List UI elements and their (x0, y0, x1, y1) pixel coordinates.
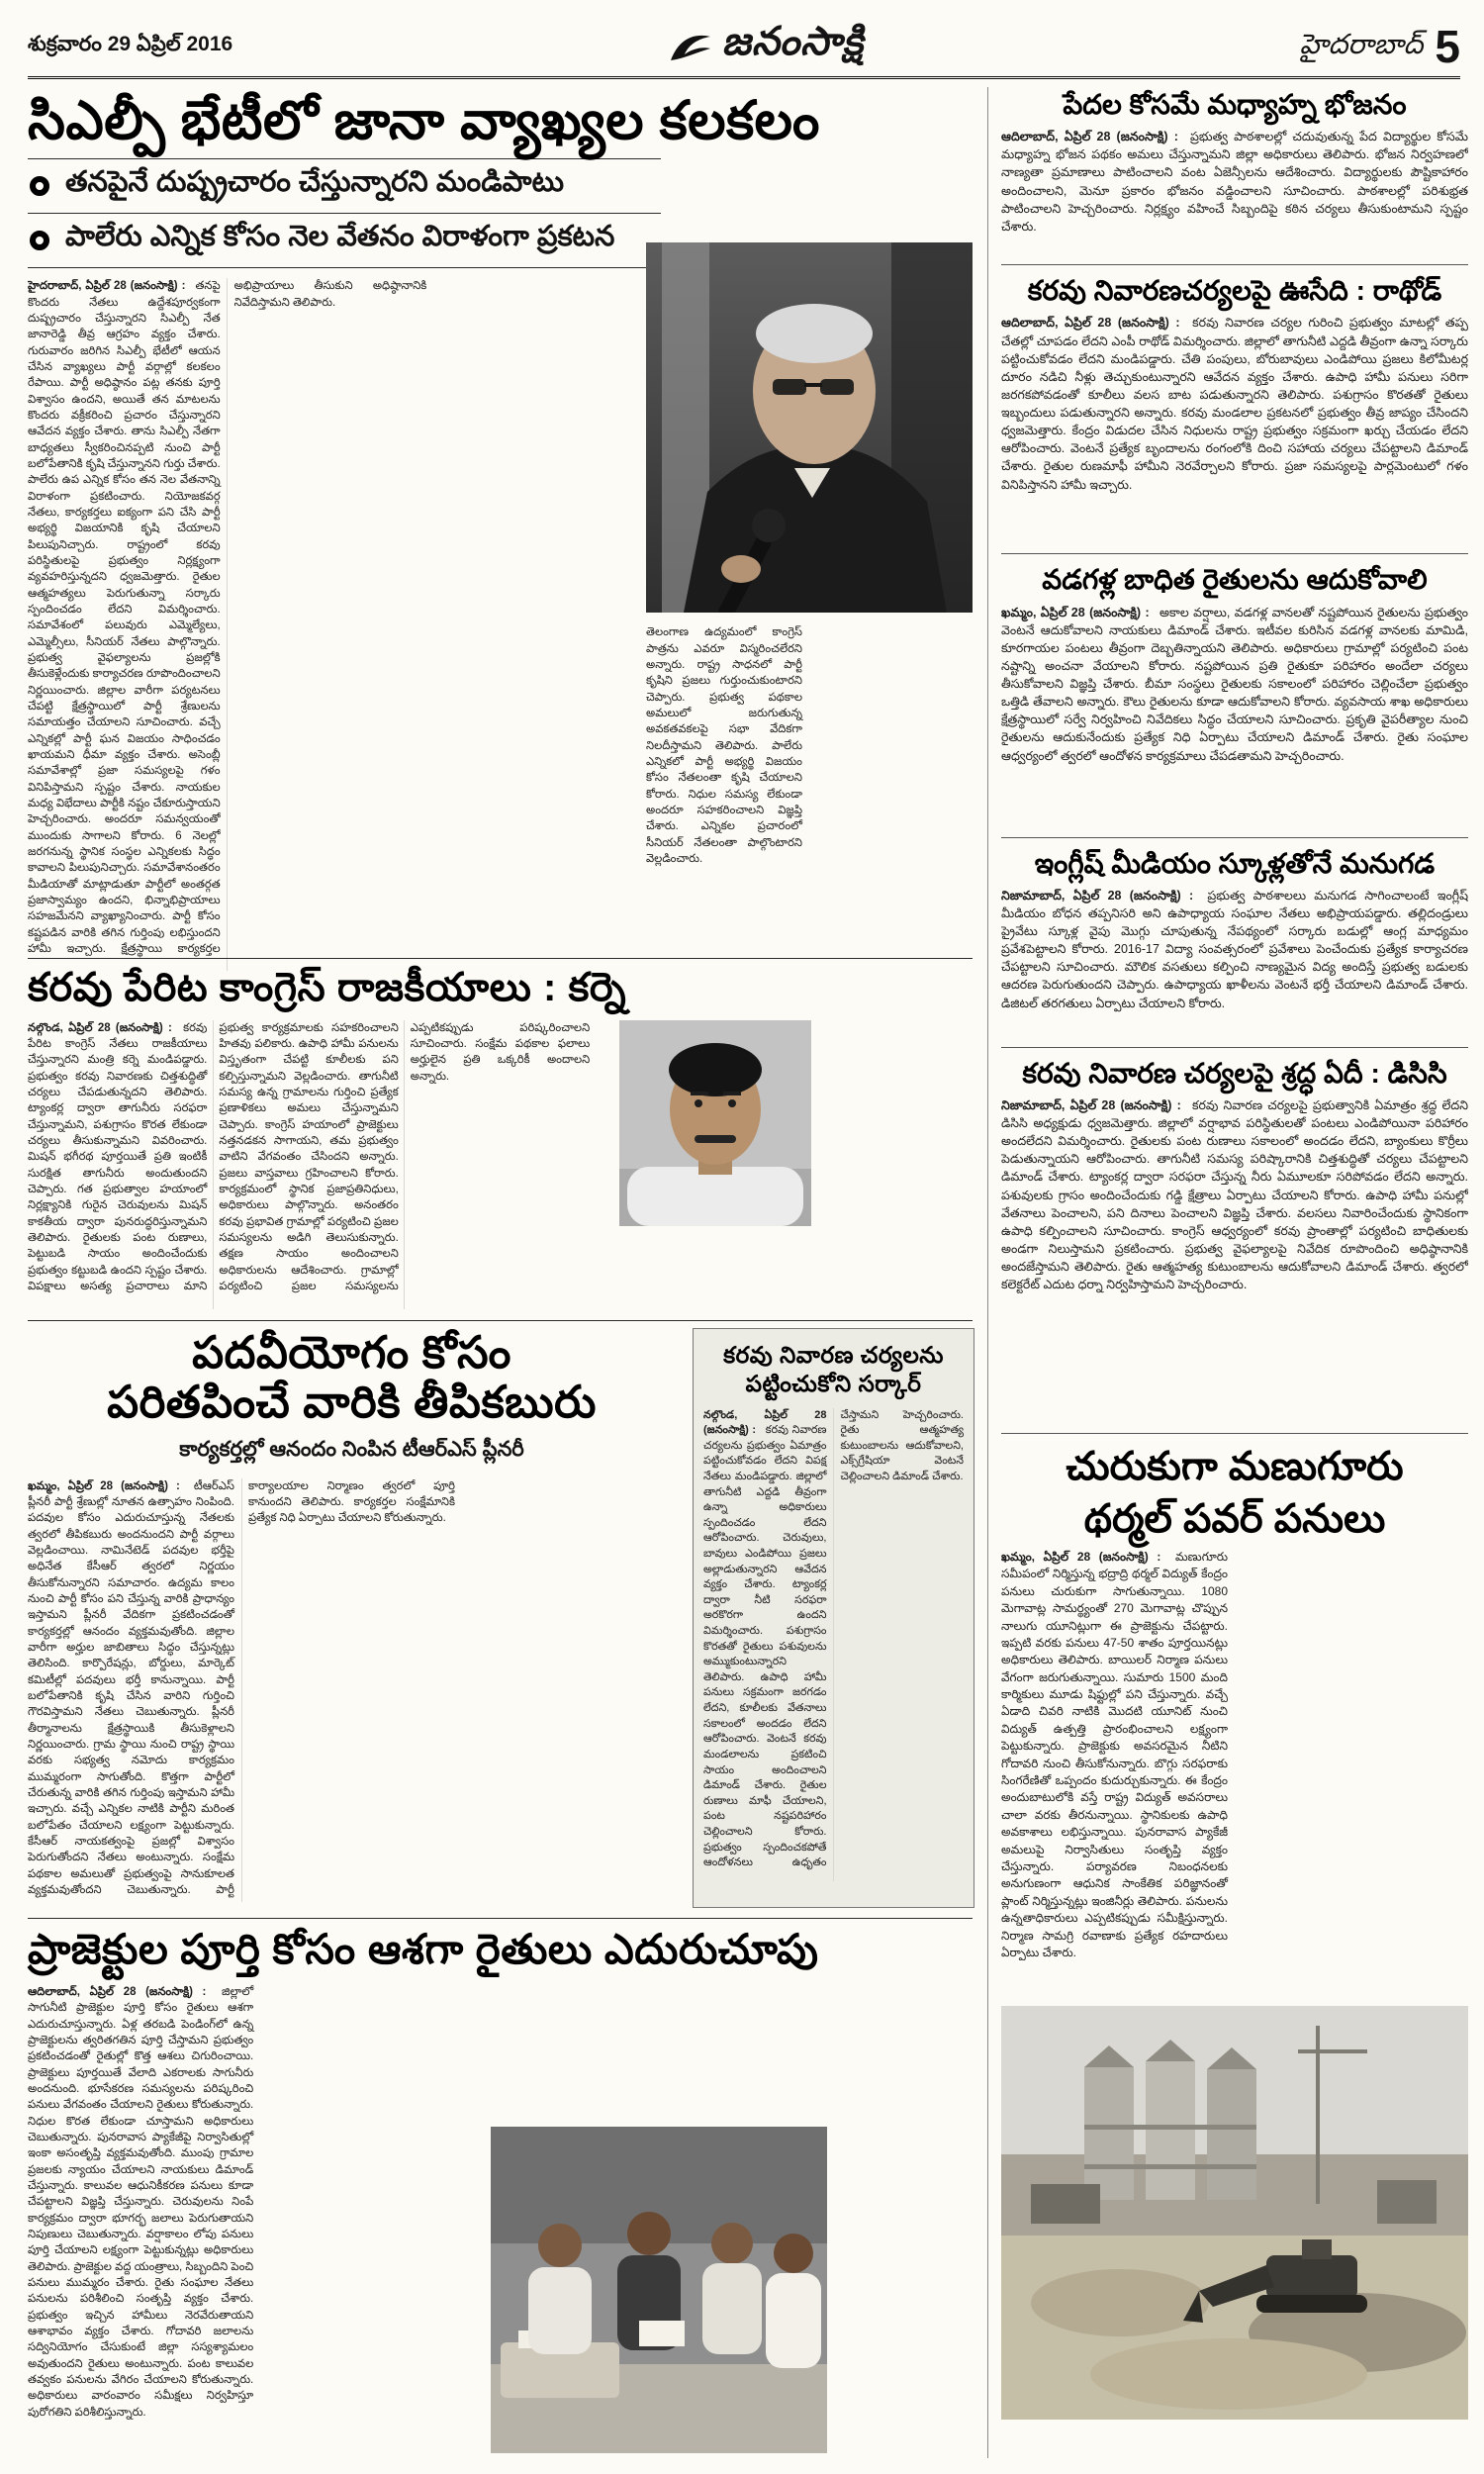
rail-headline: కరవు నివారణ చర్యలపై శ్రద్ధ ఏదీ : డిసిసి (1022, 1057, 1447, 1089)
plenary-subhead: కార్యకర్తల్లో ఆనందం నింపిన టీఆర్ఎస్ ప్లీనరీ (179, 1437, 524, 1461)
rail-dateline: ఆదిలాబాద్, ఏప్రిల్ 28 (జనంసాక్షి) : (1001, 316, 1180, 331)
rail-body (1001, 128, 1468, 254)
karne-photo (613, 1020, 817, 1232)
lead-subhead-1-text: తనపైనే దుష్ప్రచారం చేస్తున్నారని మండిపాటు (65, 166, 565, 199)
projects-headline: ప్రాజెక్టుల పూర్తి కోసం ఆశగా రైతులు ఎదురుచూపు (28, 1926, 819, 1972)
karne-headline: కరవు పేరిట కాంగ్రెస్ రాజకీయాలు : కర్నె (28, 966, 627, 1009)
karne-dateline: నల్గొండ, ఏప్రిల్ 28 (జనంసాక్షి) : (28, 1021, 172, 1034)
article-projects (28, 1926, 973, 2455)
rail-article-english-medium (1001, 848, 1468, 1048)
rail-article-dcc (1001, 1058, 1468, 1434)
rail-body-text: అకాల వర్షాలు, వడగళ్ల వానలతో నష్టపోయిన రైతులను ప్రభుత్వం వెంటనే ఆదుకోవాలని నాయకులు డిమాండ్ చేశారు. ఇటీవల కురిసిన వడగళ్ల వానలకు మామిడి, కూరగాయల పంటలు తీవ్రంగా దెబ్బతిన్నాయని తెలిపారు. అధికారులు గ్రామాల్లో పర్యటించి పంట నష్టాన్ని అంచనా వేయాలని కోరారు. నష్టపోయిన ప్రతి రైతుకూ పరిహారం అందేలా చర్యలు తీసుకోవాలని విజ్ఞప్తి చేశారు. బీమా సంస్థలు రైతులకు సకాలంలో పరిహారం చెల్లించేలా ప్రభుత్వం ఒత్తిడి తేవాలని అన్నారు. కౌలు రైతులను కూడా ఆదుకోవాలని కోరారు. వ్యవసాయ శాఖ అధికారులు క్షేత్రస్థాయిలో సర్వే నిర్వహించి నివేదికలు సిద్ధం చేయాలని సూచించారు. ప్రకృతి వైపరీత్యాల నుంచి రైతులను ఆదుకునేందుకు ప్రత్యేక నిధి ఏర్పాటు చేయాలని డిమాండ్ చేశారు. రైతు సంఘాల ఆధ్వర్యంలో త్వరలో ఆందోళన కార్యక్రమాలు చేపడతామని హెచ్చరించారు. (1001, 605, 1468, 763)
lead-dateline: హైదరాబాద్, ఏప్రిల్ 28 (జనంసాక్షి) : (28, 280, 186, 293)
rail-article-rathod (1001, 275, 1468, 554)
lead-body-right (646, 624, 973, 971)
rail-headline: కరవు నివారణచర్యలపై ఊసేది : రాథోడ్ (1027, 275, 1442, 307)
article-plenary (28, 1328, 676, 1902)
masthead-logo-icon (669, 31, 712, 64)
lead-subhead-2 (28, 214, 661, 268)
boxed-headline: కరవు నివారణ చర్యలను పట్టించుకోని సర్కార్ (723, 1342, 944, 1396)
lead-headline: సిఎల్పీ భేటీలో జానా వ్యాఖ్యల కలకలం (28, 91, 820, 150)
lead-body (28, 278, 973, 971)
karne-body-text (28, 1020, 973, 1309)
boxed-body (703, 1408, 964, 1881)
karne-body-text-span: కరవు పేరిట కాంగ్రెస్ నేతలు రాజకీయాలు చేస్తున్నారని మంత్రి కర్నె మండిపడ్డారు. ప్రభుత్వం కరవు నివారణకు చిత్తశుద్ధితో చర్యలు చేపడుతున్నదని తెలిపారు. ట్యాంకర్ల ద్వారా తాగునీరు సరఫరా చేస్తున్నామని, పశుగ్రాసం కొరత లేకుండా చర్యలు తీసుకున్నామని వివరించారు. మిషన్ భగీరథ పూర్తయితే ప్రతి ఇంటికీ సురక్షిత తాగునీరు అందుతుందని చెప్పారు. గత ప్రభుత్వాల హయాంలో నిర్లక్ష్యానికి గురైన చెరువులను మిషన్ కాకతీయ ద్వారా పునరుద్ధరిస్తున్నామని తెలిపారు. రైతులకు పంట రుణాలు, పెట్టుబడి సాయం అందించేందుకు ప్రభుత్వం కట్టుబడి ఉందని స్పష్టం చేశారు. విపక్షాలు అసత్య ప్రచారాలు మాని ప్రభుత్వ కార్యక్రమాలకు సహకరించాలని హితవు పలికారు. ఉపాధి హామీ పనులను విస్తృతంగా చేపట్టి కూలీలకు పని కల్పిస్తున్నామని వెల్లడించారు. తాగునీటి సమస్య ఉన్న గ్రామాలను గుర్తించి ప్రత్యేక ప్రణాళికలు అమలు చేస్తున్నామని చెప్పారు. కాంగ్రెస్ హయాంలో ప్రాజెక్టులు నత్తనడకన సాగాయని, తమ ప్రభుత్వం వాటిని వేగవంతం చేసిందని అన్నారు. ప్రజలు వాస్తవాలు గ్రహించాలని కోరారు. కార్యక్రమంలో స్థానిక ప్రజాప్రతినిధులు, అధికారులు పాల్గొన్నారు. అనంతరం కరవు ప్రభావిత గ్రామాల్లో పర్యటించి ప్రజల సమస్యలను అడిగి తెలుసుకున్నారు. తక్షణ సాయం అందించాలని అధికారులను ఆదేశించారు. గ్రామాల్లో పర్యటించి ప్రజల సమస్యలను ఎప్పటికప్పుడు పరిష్కరించాలని సూచించారు. సంక్షేమ పథకాల ఫలాలు అర్హులైన ప్రతి ఒక్కరికీ అందాలని అన్నారు. (28, 1021, 591, 1293)
rail-headline-line1: చురుకుగా మణుగూరు (1066, 1444, 1404, 1488)
projects-photo (485, 2121, 833, 2459)
projects-body-text-span: జిల్లాలో సాగునీటి ప్రాజెక్టుల పూర్తి కోసం రైతులు ఆశగా ఎదురుచూస్తున్నారు. ఏళ్ల తరబడి పెండింగ్‌లో ఉన్న ప్రాజెక్టులను త్వరితగతిన పూర్తి చేస్తామని ప్రభుత్వం ప్రకటించడంతో రైతుల్లో కొత్త ఆశలు చిగురించాయి. ప్రాజెక్టులు పూర్తయితే వేలాది ఎకరాలకు సాగునీరు అందనుంది. భూసేకరణ సమస్యలను పరిష్కరించి పనులు వేగవంతం చేయాలని రైతులు కోరుతున్నారు. నిధుల కొరత లేకుండా చూస్తామని అధికారులు చెబుతున్నారు. పునరావాస ప్యాకేజీపై నిర్వాసితుల్లో ఇంకా అసంతృప్తి వ్యక్తమవుతోంది. ముంపు గ్రామాల ప్రజలకు న్యాయం చేయాలని నాయకులు డిమాండ్ చేస్తున్నారు. కాలువల ఆధునికీకరణ పనులు కూడా చేపట్టాలని విజ్ఞప్తి చేస్తున్నారు. చెరువులను నింపే కార్యక్రమం ద్వారా భూగర్భ జలాలు పెరుగుతాయని నిపుణులు చెబుతున్నారు. వర్షాకాలం లోపు పనులు పూర్తి చేయాలని లక్ష్యంగా పెట్టుకున్నట్లు అధికారులు తెలిపారు. ప్రాజెక్టుల వద్ద యంత్రాలు, సిబ్బందిని పెంచి పనులు ముమ్మరం చేశారు. రైతు సంఘాల నేతలు పనులను పరిశీలించి సంతృప్తి వ్యక్తం చేశారు. ప్రభుత్వం ఇచ్చిన హామీలు నెరవేరుతాయని ఆశాభావం వ్యక్తం చేశారు. గోదావరి జలాలను సద్వినియోగం చేసుకుంటే జిల్లా సస్యశ్యామలం అవుతుందని రైతులు అంటున్నారు. పంట కాలువల తవ్వకం పనులను వేగిరం చేయాలని కోరుతున్నారు. అధికారులు వారంవారం సమీక్షలు నిర్వహిస్తూ పురోగతిని పరిశీలిస్తున్నారు. (28, 1986, 254, 2419)
boxed-body-text: కరవు నివారణ చర్యలను ప్రభుత్వం ఏమాత్రం పట్టించుకోవడం లేదని విపక్ష నేతలు మండిపడ్డారు. జిల్లాలో తాగునీటి ఎద్దడి తీవ్రంగా ఉన్నా అధికారులు స్పందించడం లేదని ఆరోపించారు. చెరువులు, బావులు ఎండిపోయి ప్రజలు అల్లాడుతున్నారని ఆవేదన వ్యక్తం చేశారు. ట్యాంకర్ల ద్వారా నీటి సరఫరా అరకొరగా ఉందని విమర్శించారు. పశుగ్రాసం కొరతతో రైతులు పశువులను అమ్ముకుంటున్నారని తెలిపారు. ఉపాధి హామీ పనులు సక్రమంగా జరగడం లేదని, కూలీలకు వేతనాలు సకాలంలో అందడం లేదని ఆరోపించారు. వెంటనే కరవు మండలాలను ప్రకటించి సాయం అందించాలని డిమాండ్ చేశారు. రైతుల రుణాలు మాఫీ చేయాలని, పంట నష్టపరిహారం చెల్లించాలని కోరారు. ప్రభుత్వం స్పందించకపోతే ఆందోళనలు ఉధృతం చేస్తామని హెచ్చరించారు. రైతు ఆత్మహత్య కుటుంబాలను ఆదుకోవాలని, ఎక్స్‌గ్రేషియా వెంటనే చెల్లించాలని డిమాండ్ చేశారు. (703, 1408, 964, 1869)
projects-body (28, 1984, 973, 2455)
plenary-body-text: టీఆర్ఎస్ ప్లీనరీ పార్టీ శ్రేణుల్లో నూతన ఉత్సాహం నింపింది. పదవుల కోసం ఎదురుచూస్తున్న నేతలకు త్వరలో తీపికబురు అందనుందని పార్టీ వర్గాలు వెల్లడించాయి. నామినేటెడ్ పదవుల భర్తీపై అధినేత కేసీఆర్ త్వరలో నిర్ణయం తీసుకోనున్నారని సమాచారం. ఉద్యమ కాలం నుంచి పార్టీ కోసం పని చేస్తున్న వారికి ప్రాధాన్యం ఇస్తామని ప్లీనరీ వేదికగా ప్రకటించడంతో కార్యకర్తల్లో ఆనందం వ్యక్తమవుతోంది. జిల్లాల వారీగా అర్హుల జాబితాలు సిద్ధం చేస్తున్నట్లు తెలిసింది. కార్పొరేషన్లు, బోర్డులు, మార్కెట్ కమిటీల్లో పదవులు భర్తీ కానున్నాయి. పార్టీ బలోపేతానికి కృషి చేసిన వారిని గుర్తించి గౌరవిస్తామని నేతలు చెబుతున్నారు. ప్లీనరీ తీర్మానాలను క్షేత్రస్థాయికి తీసుకెళ్లాలని నిర్ణయించారు. గ్రామ స్థాయి నుంచి రాష్ట్ర స్థాయి వరకు సభ్యత్వ నమోదు కార్యక్రమం ముమ్మరంగా సాగుతోంది. కొత్తగా పార్టీలో చేరుతున్న వారికి తగిన గుర్తింపు ఇస్తామని హామీ ఇచ్చారు. వచ్చే ఎన్నికల నాటికి పార్టీని మరింత బలోపేతం చేయాలని లక్ష్యంగా పెట్టుకున్నారు. కేసీఆర్ నాయకత్వంపై ప్రజల్లో విశ్వాసం పెరుగుతోందని నేతలు అంటున్నారు. సంక్షేమ పథకాల అమలుతో ప్రభుత్వంపై సానుకూలత వ్యక్తమవుతోందని చెబుతున్నారు. పార్టీ కార్యాలయాల నిర్మాణం త్వరలో పూర్తి కానుందని తెలిపారు. కార్యకర్తల సంక్షేమానికి ప్రత్యేక నిధి ఏర్పాటు చేయాలని కోరుతున్నారు. (28, 1479, 455, 1896)
rail-body-text: కరవు నివారణ చర్యలపై ప్రభుత్వానికి ఏమాత్రం శ్రద్ధ లేదని డిసిసి అధ్యక్షుడు ధ్వజమెత్తారు. జిల్లాలో వర్షాభావ పరిస్థితులతో పంటలు ఎండిపోయినా పరిహారం అందలేదని విమర్శించారు. రైతులకు పంట రుణాలు సకాలంలో అందడం లేదని, బ్యాంకులు కొర్రీలు పెడుతున్నాయని ఆరోపించారు. తాగునీటి సమస్య పరిష్కారానికి చిత్తశుద్ధితో చర్యలు చేపట్టాలని డిమాండ్ చేశారు. ట్యాంకర్ల ద్వారా సరఫరా చేస్తున్న నీరు ఏమూలకూ సరిపోవడం లేదని అన్నారు. పశువులకు గ్రాసం అందించేందుకు గడ్డి క్షేత్రాలు ఏర్పాటు చేయాలని కోరారు. ఉపాధి హామీ పనుల్లో వేతనాలు పెంచాలని, పని దినాలు పెంచాలని విజ్ఞప్తి చేశారు. వలసలు నివారించేందుకు స్థానికంగా ఉపాధి కల్పించాలని సూచించారు. కాంగ్రెస్ ఆధ్వర్యంలో కరవు ప్రాంతాల్లో పర్యటించి బాధితులకు అండగా నిలుస్తామని ప్రకటించారు. ప్రభుత్వ వైఫల్యాలపై నివేదిక రూపొందించి అధిష్ఠానానికి అందజేస్తామని తెలిపారు. రైతు ఆత్మహత్య కుటుంబాలను ఆదుకోవాలని డిమాండ్ చేశారు. త్వరలో కలెక్టరేట్ ఎదుట ధర్నా నిర్వహిస్తామని హెచ్చరించారు. (1001, 1097, 1468, 1292)
ring-bullet-icon (30, 231, 49, 250)
rail-body (1001, 314, 1468, 543)
rail-body (1001, 1096, 1468, 1423)
article-lead (28, 91, 973, 971)
masthead (669, 20, 865, 74)
rail-headline: పేదల కోసమే మధ్యాహ్న భోజనం (1063, 89, 1407, 120)
rail-dateline: ఆదిలాబాద్, ఏప్రిల్ 28 (జనంసాక్షి) : (1001, 130, 1178, 144)
lead-subhead-1 (28, 158, 661, 214)
boxed-dateline: నల్గొండ, ఏప్రిల్ 28 (జనంసాక్షి) : (703, 1408, 827, 1437)
rail-dateline: ఖమ్మం, ఏప్రిల్ 28 (జనంసాక్షి) : (1001, 1549, 1161, 1564)
thermal-plant-photo (1001, 2006, 1468, 2420)
article-boxed (693, 1328, 974, 1908)
plenary-dateline: ఖమ్మం, ఏప్రిల్ 28 (జనంసాక్షి) : (28, 1479, 180, 1492)
section-divider (28, 1918, 973, 1919)
right-rail (1001, 89, 1468, 2439)
projects-dateline: ఆదిలాబాద్, ఏప్రిల్ 28 (జనంసాక్షి) : (28, 1986, 207, 1999)
rail-body (1001, 887, 1468, 1037)
rail-article-hailstorm (1001, 564, 1468, 837)
masthead-title: జనంసాక్షి (721, 20, 865, 63)
lead-body-right-text: తెలంగాణ ఉద్యమంలో కాంగ్రెస్ పాత్రను ఎవరూ విస్మరించలేరని అన్నారు. రాష్ట్ర సాధనలో పార్టీ కృషిని ప్రజలు గుర్తుంచుకుంటారని చెప్పారు. ప్రభుత్వ పథకాల అమలులో జరుగుతున్న అవకతవకలపై సభా వేదికగా నిలదీస్తామని తెలిపారు. పాలేరు ఎన్నికలో పార్టీ అభ్యర్థి విజయం కోసం నేతలంతా కృషి చేయాలని కోరారు. నిధుల సమస్య లేకుండా అందరూ సహకరించాలని విజ్ఞప్తి చేశారు. ఎన్నికల ప్రచారంలో సీనియర్ నేతలంతా పాల్గొంటారని వెల్లడించారు. (646, 626, 802, 866)
ring-bullet-icon (30, 176, 49, 196)
karne-body (28, 1020, 973, 1309)
page-number: 5 (1435, 20, 1460, 72)
rail-body-text: మణుగూరు సమీపంలో నిర్మిస్తున్న భద్రాద్రి థర్మల్ విద్యుత్ కేంద్రం పనులు చురుకుగా సాగుతున్నాయి. 1080 మెగావాట్ల సామర్థ్యంతో 270 మెగావాట్ల చొప్పున నాలుగు యూనిట్లుగా ఈ ప్రాజెక్టును చేపట్టారు. ఇప్పటి వరకు పనులు 47-50 శాతం పూర్తయినట్లు అధికారులు తెలిపారు. బాయిలర్ నిర్మాణ పనులు వేగంగా జరుగుతున్నాయి. సుమారు 1500 మంది కార్మికులు మూడు షిఫ్టుల్లో పని చేస్తున్నారు. వచ్చే ఏడాది చివరి నాటికి మొదటి యూనిట్ నుంచి విద్యుత్ ఉత్పత్తి ప్రారంభించాలని లక్ష్యంగా పెట్టుకున్నారు. ప్రాజెక్టుకు అవసరమైన నీటిని గోదావరి నుంచి తీసుకోనున్నారు. బొగ్గు సరఫరాకు సింగరేణితో ఒప్పందం కుదుర్చుకున్నారు. ఈ కేంద్రం అందుబాటులోకి వస్తే రాష్ట్ర విద్యుత్ అవసరాలు చాలా వరకు తీరనున్నాయి. స్థానికులకు ఉపాధి అవకాశాలు లభిస్తున్నాయి. పునరావాస ప్యాకేజీ అమలుపై నిర్వాసితులు సంతృప్తి వ్యక్తం చేస్తున్నారు. పర్యావరణ నిబంధనలకు అనుగుణంగా ఆధునిక సాంకేతిక పరిజ్ఞానంతో ప్లాంట్ నిర్మిస్తున్నట్లు ఇంజినీర్లు తెలిపారు. పనులను ఉన్నతాధికారులు ఎప్పటికప్పుడు సమీక్షిస్తున్నారు. నిర్మాణ సామగ్రి రవాణాకు ప్రత్యేక రహదారులు ఏర్పాటు చేశారు. (1001, 1549, 1228, 1959)
lead-subhead-2-text: పాలేరు ఎన్నిక కోసం నెల వేతనం విరాళంగా ప్రకటన (65, 221, 615, 253)
section-divider (28, 1320, 973, 1321)
rail-article-thermal (1001, 1444, 1468, 2429)
section-divider (28, 958, 973, 959)
article-karne (28, 966, 973, 1309)
rail-body (1001, 1549, 1468, 1996)
edition-info (1299, 20, 1460, 72)
edition-date: శుక్రవారం 29 ఏప్రిల్ 2016 (28, 33, 233, 55)
rail-headline-line2: థర్మల్ పవర్ పనులు (1083, 1496, 1386, 1541)
rail-body-text: ప్రభుత్వ పాఠశాలలు మనుగడ సాగించాలంటే ఇంగ్లీష్ మీడియం బోధన తప్పనిసరి అని ఉపాధ్యాయ సంఘాల నేతలు అభిప్రాయపడ్డారు. తల్లిదండ్రులు ప్రైవేటు స్కూళ్ల వైపు మొగ్గు చూపుతున్న నేపథ్యంలో సర్కారు బడుల్లో ఆంగ్ల మాధ్యమం ప్రవేశపెట్టాలని కోరారు. 2016-17 విద్యా సంవత్సరంలో ప్రవేశాలు పెంచేందుకు ప్రత్యేక కార్యాచరణ చేపట్టాలని సూచించారు. మౌలిక వసతులు కల్పించి నాణ్యమైన విద్య అందిస్తే ప్రభుత్వ బడులకు ఆదరణ పెరుగుతుందని చెప్పారు. ఉపాధ్యాయ ఖాళీలను వెంటనే భర్తీ చేయాలని డిమాండ్ చేశారు. డిజిటల్ తరగతులు ఏర్పాటు చేయాలని కోరారు. (1001, 888, 1468, 1010)
plenary-headline-line2: పరితపించే వారికి తీపికబురు (107, 1377, 597, 1428)
lead-body-left-text: తనపై కొందరు నేతలు ఉద్దేశపూర్వకంగా దుష్ప్రచారం చేస్తున్నారని సిఎల్పీ నేత జానారెడ్డి తీవ్ర ఆగ్రహం వ్యక్తం చేశారు. గురువారం జరిగిన సిఎల్పీ భేటీలో ఆయన చేసిన వ్యాఖ్యలు పార్టీ వర్గాల్లో కలకలం రేపాయి. పార్టీ అధిష్ఠానం పట్ల తనకు పూర్తి విశ్వాసం ఉందని, అయితే తన మాటలను కొందరు వక్రీకరించి ప్రచారం చేస్తున్నారని ఆవేదన వ్యక్తం చేశారు. తాను సిఎల్పీ నేతగా బాధ్యతలు స్వీకరించినప్పటి నుంచి పార్టీ బలోపేతానికి కృషి చేస్తున్నానని గుర్తు చేశారు. పాలేరు ఉప ఎన్నిక కోసం తన నెల వేతనాన్ని విరాళంగా ప్రకటించారు. నియోజకవర్గ నేతలు, కార్యకర్తలు ఐక్యంగా పని చేసి పార్టీ అభ్యర్థి విజయానికి కృషి చేయాలని పిలుపునిచ్చారు. రాష్ట్రంలో కరవు పరిస్థితులపై ప్రభుత్వం నిర్లక్ష్యంగా వ్యవహరిస్తున్నదని ధ్వజమెత్తారు. రైతుల ఆత్మహత్యలు పెరుగుతున్నా సర్కారు స్పందించడం లేదని విమర్శించారు. సమావేశంలో పలువురు ఎమ్మెల్యేలు, ఎమ్మెల్సీలు, సీనియర్ నేతలు పాల్గొన్నారు. ప్రభుత్వ వైఫల్యాలను ప్రజల్లోకి తీసుకెళ్లేందుకు కార్యాచరణ రూపొందించాలని నిర్ణయించారు. జిల్లాల వారీగా పర్యటనలు చేపట్టి క్షేత్రస్థాయిలో పార్టీ శ్రేణులను సమాయత్తం చేయాలని సూచించారు. వచ్చే ఎన్నికల్లో పార్టీ ఘన విజయం సాధించడం ఖాయమని ధీమా వ్యక్తం చేశారు. అసెంబ్లీ సమావేశాల్లో ప్రజా సమస్యలపై గళం వినిపిస్తామని స్పష్టం చేశారు. నాయకుల మధ్య విభేదాలు పార్టీకి నష్టం చేకూరుస్తాయని హెచ్చరించారు. అందరూ సమన్వయంతో ముందుకు సాగాలని కోరారు. 6 నెలల్లో జరగనున్న స్థానిక సంస్థల ఎన్నికలకు సిద్ధం కావాలని పిలుపునిచ్చారు. సమావేశానంతరం మీడియాతో మాట్లాడుతూ పార్టీలో అంతర్గత ప్రజాస్వామ్యం ఉందని, భిన్నాభిప్రాయాలు సహజమేనని వ్యాఖ్యానించారు. పార్టీ కోసం కష్టపడిన వారికి తగిన గుర్తింపు లభిస్తుందని హామీ ఇచ్చారు. క్షేత్రస్థాయి కార్యకర్తల అభిప్రాయాలు తీసుకుని అధిష్ఠానానికి నివేదిస్తామని తెలిపారు. (28, 280, 427, 955)
plenary-headline-line1: పదవీయోగం కోసం (192, 1327, 511, 1378)
page-header (28, 20, 1460, 79)
rail-body-text: ప్రభుత్వ పాఠశాలల్లో చదువుతున్న పేద విద్యార్థుల కోసమే మధ్యాహ్న భోజన పథకం అమలు చేస్తున్నామని జిల్లా అధికారులు తెలిపారు. భోజన నిర్వహణలో నాణ్యతా ప్రమాణాలు పాటించాలని వంట ఏజెన్సీలను ఆదేశించారు. విద్యార్థులకు పౌష్టికాహారం అందించాలని, మెనూ ప్రకారం భోజనం వడ్డించాలని సూచించారు. పాఠశాలల్లో పరిశుభ్రత పాటించాలని హెచ్చరించారు. నిర్లక్ష్యం వహించే సిబ్బందిపై కఠిన చర్యలు తీసుకుంటామని స్పష్టం చేశారు. (1001, 130, 1468, 234)
edition-city: హైదరాబాద్ (1299, 30, 1424, 61)
lead-photo (646, 242, 973, 613)
rail-headline: వడగళ్ల బాధిత రైతులను ఆదుకోవాలి (1042, 564, 1428, 596)
rail-dateline: నిజామాబాద్, ఏప్రిల్ 28 (జనంసాక్షి) : (1001, 1097, 1181, 1112)
main-rail-divider (987, 87, 988, 2458)
rail-body-text: కరవు నివారణ చర్యల గురించి ప్రభుత్వం మాటల్లో తప్ప చేతల్లో చూపడం లేదని ఎంపీ రాథోడ్ విమర్శించారు. జిల్లాలో తాగునీటి ఎద్దడి తీవ్రంగా ఉన్నా సర్కారు పట్టించుకోవడం లేదని మండిపడ్డారు. చేతి పంపులు, బోరుబావులు ఎండిపోయి ప్రజలు కిలోమీటర్ల దూరం నడిచి నీళ్లు తెచ్చుకుంటున్నారని ఆవేదన వ్యక్తం చేశారు. ఉపాధి హామీ పనులు సరిగా జరగకపోవడంతో కూలీలు వలస బాట పడుతున్నారని తెలిపారు. పశుగ్రాసం కొరతతో రైతులు ఇబ్బందులు పడుతున్నారని అన్నారు. కరవు మండలాల ప్రకటనలో ప్రభుత్వం తీవ్ర జాప్యం చేసిందని ధ్వజమెత్తారు. కేంద్రం విడుదల చేసిన నిధులను రాష్ట్ర ప్రభుత్వం సక్రమంగా ఖర్చు చేయడం లేదని ఆరోపించారు. వెంటనే ప్రత్యేక బృందాలను రంగంలోకి దించి సహాయ చర్యలు చేపట్టాలని డిమాండ్ చేశారు. రైతుల రుణమాఫీ హామీని నెరవేర్చాలని కోరారు. ప్రజా సమస్యలపై పార్లమెంటులో గళం వినిపిస్తానని హామీ ఇచ్చారు. (1001, 316, 1468, 492)
plenary-body (28, 1478, 676, 1902)
lead-body-left (28, 278, 633, 971)
rail-dateline: ఖమ్మం, ఏప్రిల్ 28 (జనంసాక్షి) : (1001, 605, 1150, 619)
rail-headline: ఇంగ్లీష్ మీడియం స్కూళ్లతోనే మనుగడ (1034, 847, 1436, 879)
rail-dateline: నిజామాబాద్, ఏప్రిల్ 28 (జనంసాక్షి) : (1001, 888, 1194, 903)
rail-body (1001, 604, 1468, 827)
rail-article-midday-meal (1001, 89, 1468, 265)
